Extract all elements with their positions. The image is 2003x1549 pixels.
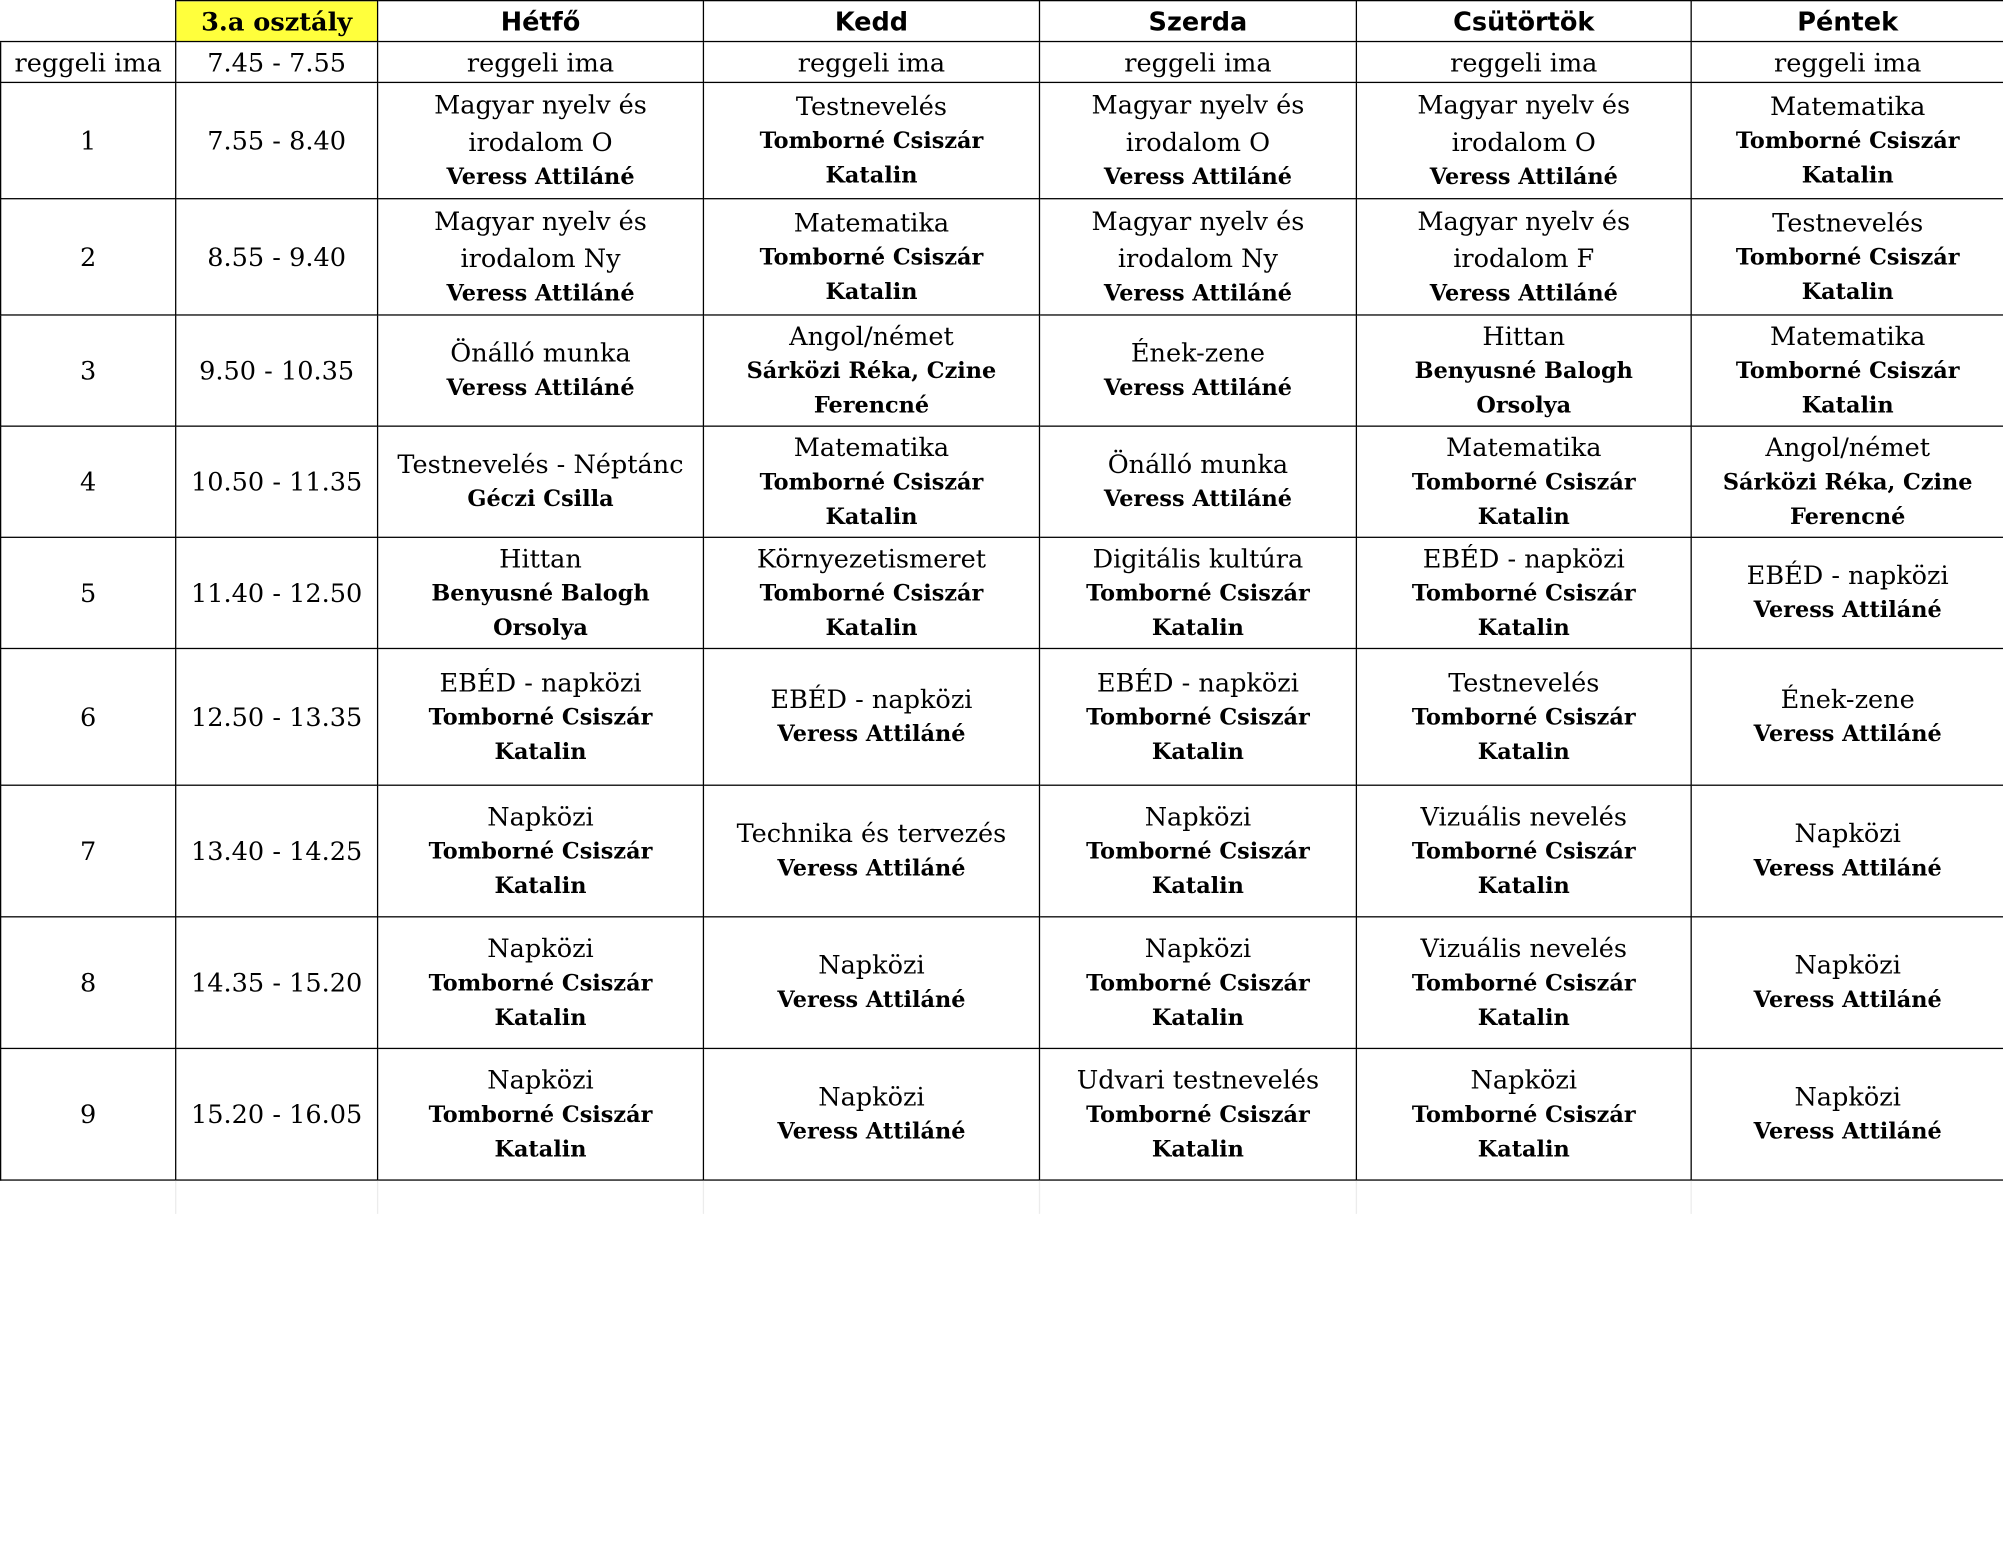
teacher-line: Tomborné Csiszár	[1411, 838, 1636, 865]
teacher-line: Tomborné Csiszár	[759, 469, 984, 496]
lesson-cell	[378, 315, 704, 426]
subject-line: Matematika	[1769, 320, 1926, 351]
subject-line: EBÉD - napközi	[1422, 542, 1625, 574]
teacher-line: Katalin	[1151, 1136, 1244, 1163]
period-number: 1	[1, 82, 176, 198]
subject-line: Magyar nyelv és	[1091, 88, 1305, 120]
morning-prayer-cell: reggeli ima	[703, 42, 1039, 83]
lesson-cell	[703, 1048, 1039, 1180]
teacher-line: Tomborné Csiszár	[1086, 838, 1310, 865]
lesson-row	[1, 82, 2003, 198]
lesson-cell	[1356, 426, 1691, 537]
teacher-line: Katalin	[1801, 279, 1894, 305]
subject-line: Hittan	[499, 542, 582, 574]
subject-line: Udvari testnevelés	[1076, 1063, 1320, 1095]
empty-cell	[1, 1180, 176, 1213]
teacher-line: Veress Attiláné	[446, 375, 635, 402]
period-time: 9.50 - 10.35	[176, 315, 378, 426]
subject-line: Testnevelés	[1772, 206, 1924, 238]
teacher-line: Katalin	[1151, 739, 1244, 765]
subject-line: irodalom O	[1125, 125, 1271, 157]
lesson-cell	[703, 199, 1039, 315]
period-time: 11.40 - 12.50	[176, 537, 378, 648]
period-number: 4	[1, 426, 176, 537]
subject-line: Önálló munka	[450, 337, 631, 369]
teacher-line: Katalin	[1477, 1004, 1570, 1031]
subject-line: irodalom Ny	[460, 242, 621, 273]
class-header: 3.a osztály	[176, 1, 378, 42]
teacher-line: Ferencné	[1790, 504, 1906, 530]
subject-line: EBÉD - napközi	[1096, 666, 1299, 698]
subject-line: Matematika	[1446, 431, 1602, 462]
subject-line: Matematika	[793, 206, 950, 238]
lesson-cell	[1356, 785, 1691, 917]
lesson-cell	[1039, 426, 1356, 537]
subject-line: Magyar nyelv és	[434, 88, 647, 120]
lesson-row	[1, 1048, 2003, 1180]
lesson-cell	[1691, 82, 2003, 198]
teacher-line: Sárközi Réka, Czine	[1722, 469, 1973, 496]
day-header-thursday: Csütörtök	[1356, 1, 1691, 42]
lesson-cell	[1039, 537, 1356, 648]
teacher-line: Tomborné Csiszár	[428, 704, 653, 731]
teacher-line: Benyusné Balogh	[1414, 358, 1633, 384]
teacher-line: Tomborné Csiszár	[428, 970, 653, 997]
morning-prayer-time: 7.45 - 7.55	[176, 42, 378, 83]
teacher-line: Veress Attiláné	[1103, 280, 1292, 307]
teacher-line: Orsolya	[1476, 392, 1572, 419]
lesson-cell	[1356, 537, 1691, 648]
subject-line: Testnevelés - Néptánc	[397, 448, 684, 480]
teacher-line: Veress Attiláné	[777, 856, 966, 882]
period-number: 7	[1, 785, 176, 917]
lesson-cell	[1691, 785, 2003, 917]
period-number: 8	[1, 917, 176, 1049]
lesson-cell	[378, 537, 704, 648]
subject-line: Napközi	[1794, 949, 1901, 981]
lesson-cell	[703, 315, 1039, 426]
lesson-cell	[703, 785, 1039, 917]
subject-line: Matematika	[793, 431, 950, 462]
period-number: 9	[1, 1048, 176, 1180]
teacher-line: Veress Attiláné	[1103, 486, 1292, 513]
subject-line: Angol/német	[1765, 431, 1931, 462]
subject-line: Technika és tervezés	[736, 817, 1007, 849]
teacher-line: Veress Attiláné	[1753, 987, 1942, 1014]
subject-line: Angol/német	[789, 320, 954, 351]
teacher-line: Veress Attiláné	[777, 1119, 966, 1145]
teacher-line: Orsolya	[493, 615, 588, 641]
empty-cell	[1356, 1180, 1691, 1213]
teacher-line: Veress Attiláné	[1429, 280, 1618, 307]
teacher-line: Sárközi Réka, Czine	[746, 358, 997, 384]
day-header-monday: Hétfő	[378, 1, 704, 42]
empty-cell	[378, 1180, 704, 1213]
day-header-friday: Péntek	[1691, 1, 2003, 42]
lesson-cell	[1039, 199, 1356, 315]
morning-prayer-cell: reggeli ima	[1691, 42, 2003, 83]
lesson-cell	[1691, 537, 2003, 648]
lesson-row	[1, 315, 2003, 426]
lesson-cell	[703, 648, 1039, 785]
period-number: 2	[1, 199, 176, 315]
corner-cell	[1, 1, 176, 42]
lesson-row	[1, 917, 2003, 1049]
teacher-line: Tomborné Csiszár	[759, 244, 984, 271]
teacher-line: Veress Attiláné	[1103, 375, 1292, 402]
lesson-cell	[1691, 315, 2003, 426]
morning-prayer-cell: reggeli ima	[1356, 42, 1691, 83]
teacher-line: Katalin	[825, 615, 918, 641]
subject-line: Napközi	[1470, 1063, 1578, 1095]
header-row	[1, 1, 2003, 42]
subject-line: Vizuális nevelés	[1420, 800, 1628, 832]
teacher-line: Tomborné Csiszár	[1735, 244, 1960, 271]
subject-line: Napközi	[1794, 1081, 1901, 1112]
period-number: 6	[1, 648, 176, 785]
lesson-cell	[378, 785, 704, 917]
teacher-line: Tomborné Csiszár	[1411, 704, 1636, 731]
empty-row	[1, 1180, 2003, 1213]
teacher-line: Katalin	[1477, 739, 1570, 765]
teacher-line: Tomborné Csiszár	[759, 580, 984, 607]
lesson-cell	[1039, 1048, 1356, 1180]
lesson-cell	[378, 648, 704, 785]
teacher-line: Katalin	[1477, 504, 1570, 530]
teacher-line: Katalin	[1151, 615, 1244, 641]
subject-line: EBÉD - napközi	[439, 666, 642, 698]
period-number: 3	[1, 315, 176, 426]
teacher-line: Katalin	[825, 279, 918, 305]
period-time: 8.55 - 9.40	[176, 199, 378, 315]
subject-line: Testnevelés	[1448, 666, 1600, 698]
lesson-row	[1, 785, 2003, 917]
subject-line: irodalom O	[1451, 125, 1596, 157]
lesson-row	[1, 648, 2003, 785]
lesson-cell	[1356, 199, 1691, 315]
teacher-line: Katalin	[1151, 1004, 1244, 1031]
day-header-tuesday: Kedd	[703, 1, 1039, 42]
subject-line: EBÉD - napközi	[1746, 559, 1949, 591]
lesson-cell	[1039, 82, 1356, 198]
lesson-cell	[1691, 1048, 2003, 1180]
subject-line: irodalom O	[468, 125, 613, 157]
empty-cell	[1039, 1180, 1356, 1213]
teacher-line: Katalin	[1801, 392, 1894, 419]
subject-line: EBÉD - napközi	[770, 683, 973, 715]
lesson-cell	[1039, 785, 1356, 917]
teacher-line: Tomborné Csiszár	[1086, 580, 1310, 607]
empty-cell	[703, 1180, 1039, 1213]
morning-prayer-cell: reggeli ima	[1039, 42, 1356, 83]
teacher-line: Tomborné Csiszár	[1086, 704, 1310, 731]
teacher-line: Tomborné Csiszár	[1411, 469, 1636, 496]
empty-cell	[176, 1180, 378, 1213]
period-time: 14.35 - 15.20	[176, 917, 378, 1049]
teacher-line: Géczi Csilla	[467, 486, 614, 513]
period-number: 5	[1, 537, 176, 648]
morning-prayer-row	[1, 42, 2003, 83]
lesson-cell	[1356, 1048, 1691, 1180]
teacher-line: Tomborné Csiszár	[428, 838, 653, 865]
lesson-row	[1, 537, 2003, 648]
lesson-cell	[1356, 917, 1691, 1049]
lesson-row	[1, 426, 2003, 537]
period-time: 7.55 - 8.40	[176, 82, 378, 198]
period-time: 15.20 - 16.05	[176, 1048, 378, 1180]
teacher-line: Katalin	[825, 504, 918, 530]
teacher-line: Veress Attiláné	[1103, 164, 1292, 190]
teacher-line: Katalin	[1477, 615, 1570, 641]
lesson-cell	[1039, 648, 1356, 785]
teacher-line: Ferencné	[813, 392, 930, 419]
period-time: 12.50 - 13.35	[176, 648, 378, 785]
lesson-cell	[1356, 82, 1691, 198]
lesson-cell	[378, 1048, 704, 1180]
teacher-line: Tomborné Csiszár	[1735, 128, 1960, 154]
subject-line: Magyar nyelv és	[434, 205, 647, 236]
lesson-cell	[1691, 917, 2003, 1049]
empty-cell	[1691, 1180, 2003, 1213]
lesson-cell	[1039, 315, 1356, 426]
subject-line: Napközi	[1144, 800, 1252, 832]
subject-line: Napközi	[487, 1063, 594, 1095]
teacher-line: Veress Attiláné	[1429, 164, 1618, 190]
lesson-cell	[703, 917, 1039, 1049]
lesson-cell	[1039, 917, 1356, 1049]
teacher-line: Tomborné Csiszár	[1411, 970, 1636, 997]
teacher-line: Veress Attiláné	[1753, 598, 1942, 624]
lesson-row	[1, 199, 2003, 315]
lesson-cell	[703, 426, 1039, 537]
morning-prayer-label: reggeli ima	[1, 42, 176, 83]
teacher-line: Veress Attiláné	[1753, 721, 1942, 748]
teacher-line: Katalin	[1477, 873, 1570, 899]
subject-line: Vizuális nevelés	[1420, 932, 1628, 963]
teacher-line: Katalin	[494, 873, 587, 899]
day-header-wednesday: Szerda	[1039, 1, 1356, 42]
teacher-line: Tomborné Csiszár	[1086, 1102, 1310, 1128]
teacher-line: Veress Attiláné	[446, 280, 635, 307]
lesson-cell	[1356, 315, 1691, 426]
lesson-cell	[378, 917, 704, 1049]
teacher-line: Katalin	[1801, 162, 1894, 189]
subject-line: Hittan	[1482, 320, 1566, 351]
subject-line: Digitális kultúra	[1092, 542, 1304, 574]
lesson-cell	[378, 426, 704, 537]
subject-line: Napközi	[487, 932, 594, 963]
subject-line: Magyar nyelv és	[1417, 205, 1631, 236]
subject-line: Ének-zene	[1780, 683, 1915, 715]
subject-line: irodalom F	[1453, 242, 1595, 273]
lesson-cell	[378, 82, 704, 198]
lesson-cell	[378, 199, 704, 315]
lesson-cell	[1356, 648, 1691, 785]
subject-line: Testnevelés	[795, 90, 948, 121]
subject-line: Napközi	[487, 800, 594, 832]
subject-line: Magyar nyelv és	[1091, 205, 1305, 236]
subject-line: Önálló munka	[1107, 448, 1289, 480]
teacher-line: Katalin	[1151, 873, 1244, 899]
subject-line: Magyar nyelv és	[1417, 88, 1631, 120]
subject-line: Napközi	[1144, 932, 1252, 963]
subject-line: Matematika	[1769, 90, 1926, 121]
subject-line: Környezetismeret	[756, 542, 987, 574]
subject-line: irodalom Ny	[1117, 242, 1278, 273]
subject-line: Napközi	[818, 1081, 925, 1112]
teacher-line: Benyusné Balogh	[431, 580, 650, 607]
lesson-cell	[1691, 648, 2003, 785]
subject-line: Ének-zene	[1130, 337, 1265, 369]
teacher-line: Katalin	[825, 162, 918, 189]
period-time: 10.50 - 11.35	[176, 426, 378, 537]
teacher-line: Katalin	[494, 1136, 587, 1163]
teacher-line: Tomborné Csiszár	[1735, 358, 1960, 384]
teacher-line: Veress Attiláné	[446, 164, 635, 190]
lesson-cell	[703, 82, 1039, 198]
period-time: 13.40 - 14.25	[176, 785, 378, 917]
teacher-line: Katalin	[494, 739, 587, 765]
lesson-cell	[703, 537, 1039, 648]
lesson-cell	[1691, 426, 2003, 537]
teacher-line: Veress Attiláné	[1753, 1119, 1942, 1145]
teacher-line: Tomborné Csiszár	[1411, 580, 1636, 607]
teacher-line: Tomborné Csiszár	[1411, 1102, 1636, 1128]
lesson-cell	[1691, 199, 2003, 315]
teacher-line: Tomborné Csiszár	[428, 1102, 653, 1128]
teacher-line: Veress Attiláné	[777, 721, 966, 748]
teacher-line: Tomborné Csiszár	[759, 128, 984, 154]
morning-prayer-cell: reggeli ima	[378, 42, 704, 83]
subject-line: Napközi	[818, 949, 925, 981]
subject-line: Napközi	[1794, 817, 1901, 849]
teacher-line: Tomborné Csiszár	[1086, 970, 1310, 997]
teacher-line: Veress Attiláné	[777, 987, 966, 1014]
teacher-line: Katalin	[1477, 1136, 1570, 1163]
teacher-line: Katalin	[494, 1004, 587, 1031]
teacher-line: Veress Attiláné	[1753, 856, 1942, 882]
